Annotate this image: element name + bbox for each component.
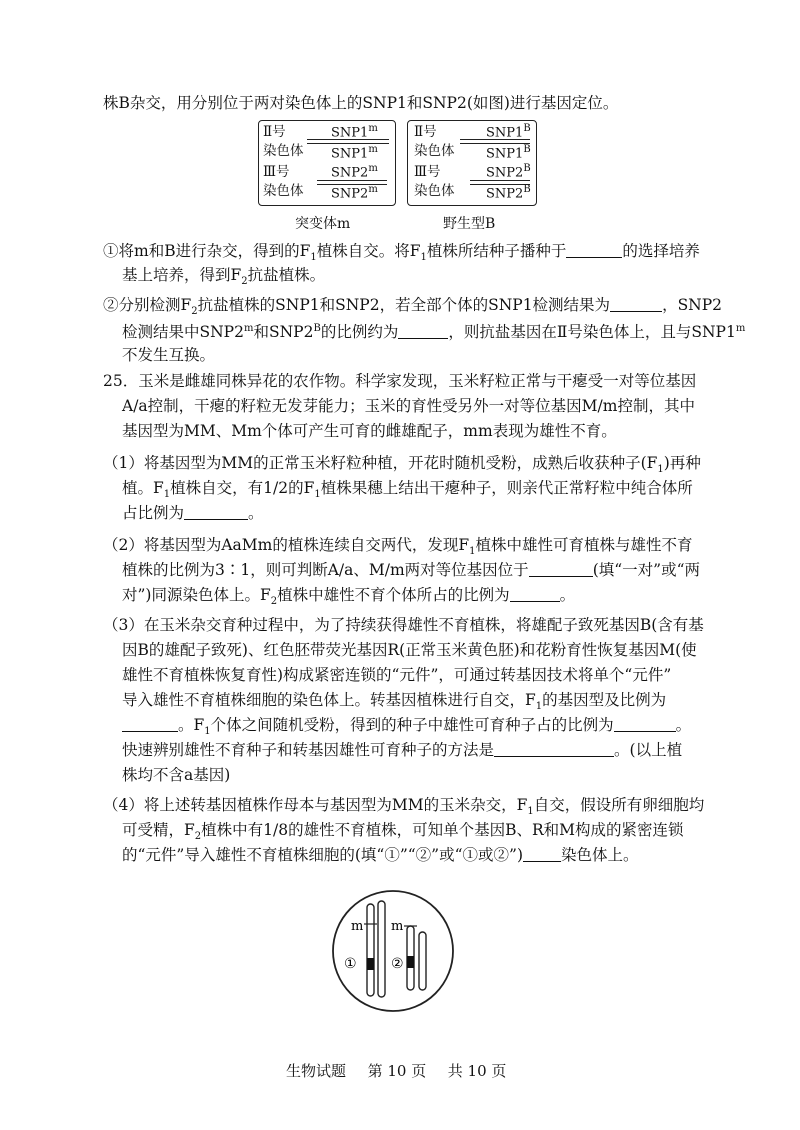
answer-blank[interactable] [398,323,448,339]
q25-s3-line3: 雄性不育植株恢复育性)构成紧密连锁的“元件”，可通过转基因技术将单个“元件” [122,666,672,684]
footer-subject: 生物试题 [286,1062,347,1080]
label-circle-1: ① [344,956,357,972]
q25-s3-line2: 因B的雄配子致死)、红色胚带荧光基因R(正常玉米黄色胚)和花粉育性恢复基因M(使 [122,641,697,659]
q24-part2-line3: 不发生互换。 [122,346,216,364]
q25-s4-line3: 的“元件”导入雄性不育植株细胞的(填“①”“②”或“①或②”) 染色体上。 [122,846,639,864]
q25-s1-line1: （1）将基因型为MM的正常玉米籽粒种植，开花时随机受粉，成熟后收获种子$(F_1)$再种 [103,454,701,476]
q25-s2-line1: （2）将基因型为AaMm的植株连续自交两代，发现$F_1$植株中雄性可育植株与雄性不育 [103,536,693,558]
answer-blank[interactable] [184,504,248,520]
q25-s3-line1: （3）在玉米杂交育种过程中，为了持续获得雄性不育植株，将雄配子致死基因B(含有基 [103,616,704,634]
q25-s1-line2: 植。$F_1$植株自交，有1/2的$F_1$植株果穗上结出干瘪种子，则亲代正常籽粒中纯合体所 [122,479,693,501]
answer-blank[interactable] [510,586,560,602]
wild-snp2-top: $SNP2^B$ [486,163,531,181]
q25-stem-line2: A/a控制，干瘪的籽粒无发芽能力；玉米的育性受另外一对等位基因M/m控制，其中 [122,397,695,415]
answer-blank[interactable] [610,296,662,312]
label-circle-2: ② [391,956,404,972]
answer-blank[interactable] [494,741,614,757]
answer-blank[interactable] [614,716,676,732]
mutant-chr2-label-a: Ⅱ号 [263,124,286,140]
wild-chr3-label-b: 染色体 [414,183,455,199]
answer-blank[interactable] [529,561,593,577]
mutant-chr2-line-a [307,139,389,140]
q24-part2-line2: 检测结果中SNP2$^m$和$SNP2^B$的比例约为 ，则抗盐基因在Ⅱ号染色体上，且与SNP1$^m$ [122,323,746,342]
q25-s3-line4: 导入雄性不育植株细胞的染色体上。转基因植株进行自交，$F_1$的基因型及比例为 [122,691,667,713]
q25-s4-line2: 可受精，$F_2$植株中有1/8的雄性不育植株，可知单个基因B、R和M构成的紧密连锁 [122,821,684,843]
footer [286,1060,506,1081]
mutant-caption: 突变体m [295,216,351,232]
wild-snp2-bottom: $SNP2^B$ [486,184,531,202]
q25-s3-line6: 快速辨别雄性不育种子和转基因雄性可育种子的方法是 。(以上植 [122,741,683,759]
wild-snp1-bottom: $SNP1^B$ [486,144,531,162]
q25-stem-line1: 25．玉米是雌雄同株异花的农作物。科学家发现，玉米籽粒正常与干瘪受一对等位基因 [103,372,697,390]
q24-part1-line2: 基上培养，得到$F_2$抗盐植株。 [122,266,326,288]
wild-chr2-line-a [460,139,530,140]
answer-blank[interactable] [122,716,178,732]
cell-outline [333,891,453,1011]
mutant-snp1-bottom: SNP1$^m$ [331,144,378,162]
chromosome-1a-band [367,958,374,970]
mutant-chromosome-box [258,120,396,206]
mutant-chr3-label-a: Ⅲ号 [263,164,290,180]
wild-chr2-label-b: 染色体 [414,143,455,159]
intro-line: 株B杂交，用分别位于两对染色体上的SNP1和SNP2(如图)进行基因定位。 [103,94,619,112]
mutant-chr2-label-b: 染色体 [263,143,304,159]
q25-s2-line3: 对”)同源染色体上。$F_2$植株中雄性不育个体所占的比例为 。 [122,586,576,608]
answer-blank[interactable] [566,242,622,258]
mutant-chr3-label-b: 染色体 [263,183,304,199]
chromosome-2a-band [407,956,414,968]
footer-total: 共 10 页 [447,1062,507,1080]
wild-chromosome-box [407,120,537,206]
label-m-2: m [391,919,404,934]
mutant-snp2-bottom: SNP2$^m$ [331,184,378,202]
q25-s1-line3: 占比例为 。 [122,504,264,522]
chromosome-1a [367,904,374,996]
q24-part1-line1: ①将m和B进行杂交，得到的$F_1$植株自交。将$F_1$植株所结种子播种于 的选择培养 [103,242,700,264]
wild-chr2-label-a: Ⅱ号 [414,124,437,140]
wild-caption: 野生型B [443,216,496,232]
q25-s3-line5: 。$F_1$个体之间随机受粉，得到的种子中雄性可育种子占的比例为 。 [122,714,691,743]
chromosome-1b [378,901,385,997]
mutant-snp2-top: SNP2$^m$ [331,163,378,181]
footer-page: 第 10 页 [367,1062,427,1080]
wild-chr3-label-a: Ⅲ号 [414,164,441,180]
q25-stem-line3: 基因型为MM、Mm个体可产生可育的雌雄配子，mm表现为雄性不育。 [122,422,617,440]
cell-chromosome-figure [330,888,456,1014]
q25-s3-line7: 株均不含a基因) [122,766,231,784]
mutant-snp1-top: SNP1$^m$ [331,123,378,141]
wild-snp1-top: $SNP1^B$ [486,123,531,141]
q24-part2-line1: ②分别检测$F_2$抗盐植株的SNP1和SNP2，若全部个体的SNP1检测结果为 ，SNP2 [103,296,723,318]
q25-s4-line1: （4）将上述转基因植株作母本与基因型为MM的玉米杂交，$F_1$自交，假设所有卵细胞均 [103,796,705,818]
q25-s2-line2: 植株的比例为3∶1，则可判断A/a、M/m两对等位基因位于 (填“一对”或“两 [122,561,701,579]
label-m-1: m [351,919,364,934]
answer-blank[interactable] [523,846,561,862]
wild-chr3-line-a [470,180,530,181]
chromosome-2b [419,932,426,990]
mutant-chr3-line-a [317,180,387,181]
